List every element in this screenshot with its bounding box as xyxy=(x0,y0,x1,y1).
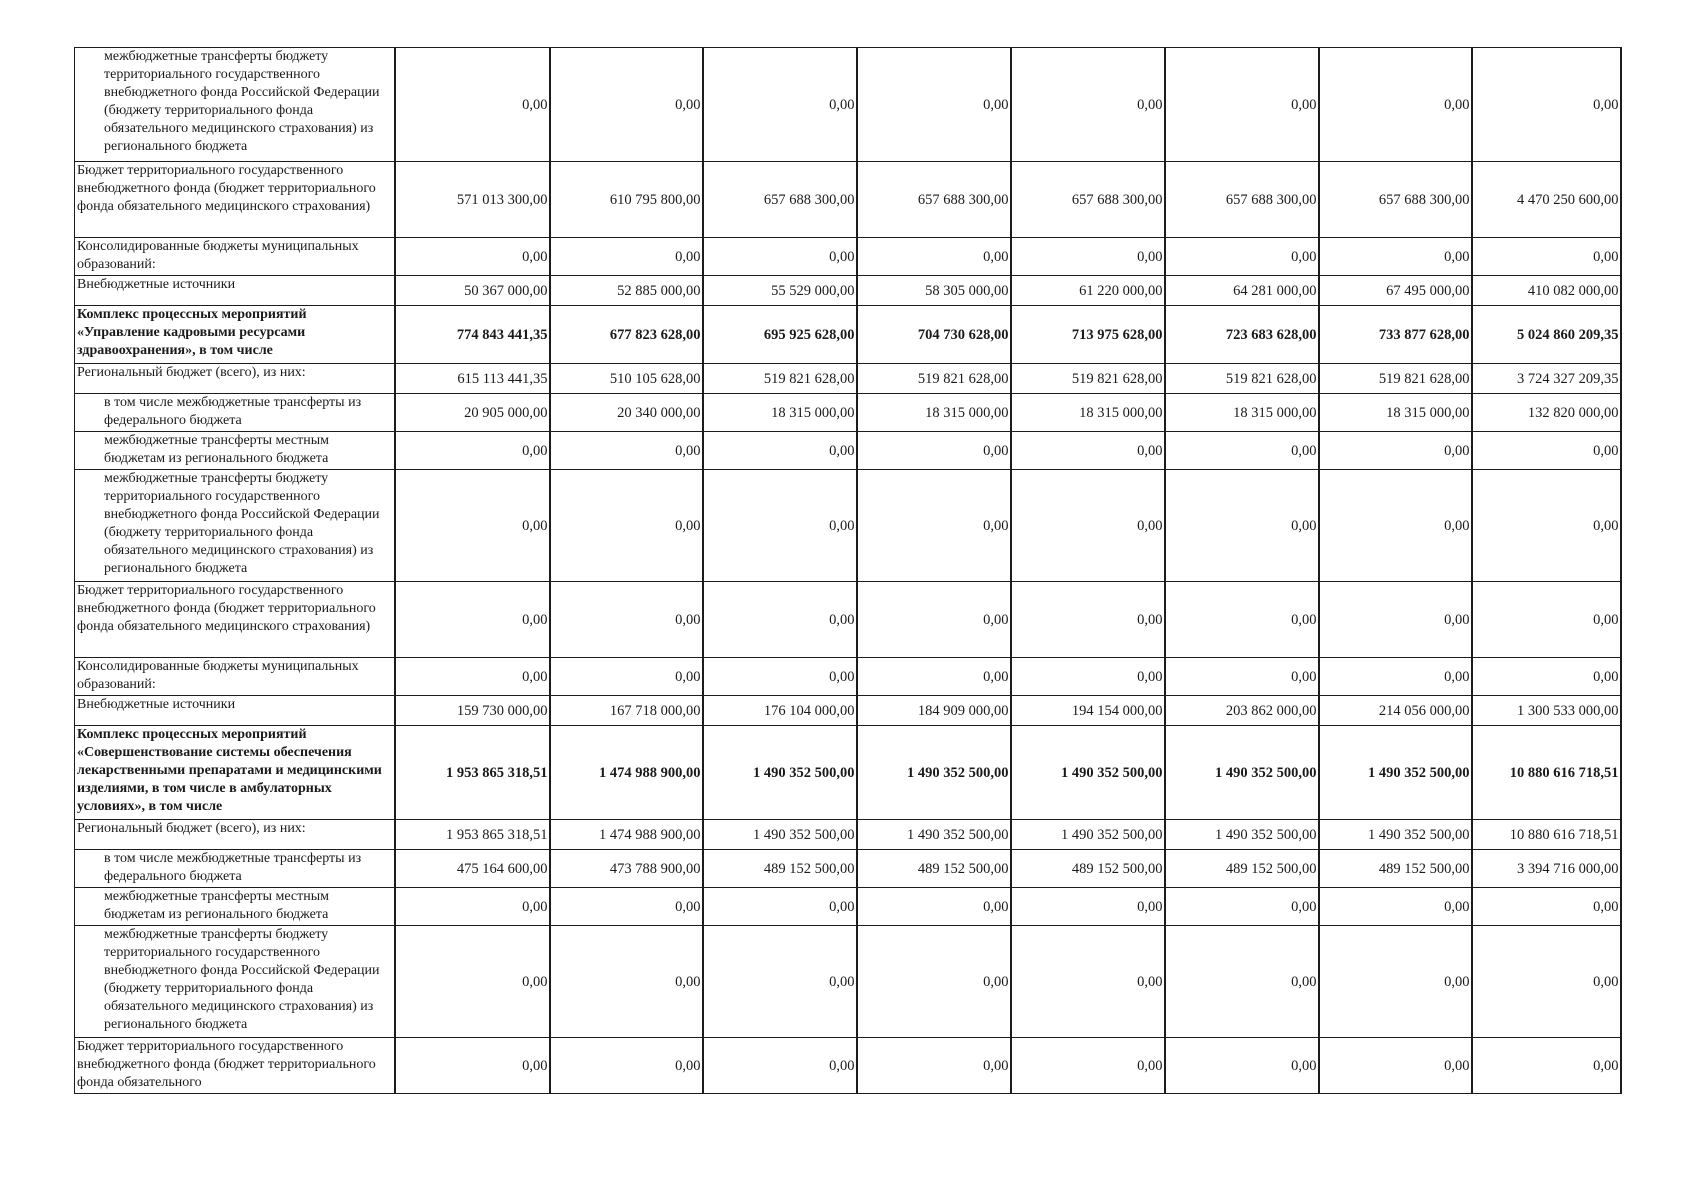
value-cell: 1 490 352 500,00 xyxy=(1011,726,1165,820)
value-cell: 0,00 xyxy=(1319,658,1472,696)
value-cell: 657 688 300,00 xyxy=(1011,162,1165,238)
value-cell: 0,00 xyxy=(1165,238,1319,276)
value-cell: 0,00 xyxy=(1011,658,1165,696)
value-cell: 194 154 000,00 xyxy=(1011,696,1165,726)
value-cell: 0,00 xyxy=(703,1038,857,1094)
table-row xyxy=(75,582,1621,658)
value-cell: 1 490 352 500,00 xyxy=(703,726,857,820)
value-cell: 475 164 600,00 xyxy=(395,850,550,888)
value-cell: 58 305 000,00 xyxy=(857,276,1011,306)
value-cell: 0,00 xyxy=(1165,658,1319,696)
value-cell: 704 730 628,00 xyxy=(857,306,1011,364)
value-cell: 0,00 xyxy=(550,1038,703,1094)
value-cell: 18 315 000,00 xyxy=(1319,394,1472,432)
table-row xyxy=(75,888,1621,926)
value-cell: 18 315 000,00 xyxy=(857,394,1011,432)
value-cell: 0,00 xyxy=(1319,582,1472,658)
value-cell: 0,00 xyxy=(857,432,1011,470)
value-cell: 0,00 xyxy=(703,432,857,470)
row-label: Консолидированные бюджеты муниципальных образований: xyxy=(75,238,395,276)
value-cell: 0,00 xyxy=(395,658,550,696)
table-row xyxy=(75,470,1621,582)
value-cell: 1 490 352 500,00 xyxy=(1165,726,1319,820)
value-cell: 774 843 441,35 xyxy=(395,306,550,364)
value-cell: 695 925 628,00 xyxy=(703,306,857,364)
row-label: в том числе межбюджетные трансферты из федерального бюджета xyxy=(75,850,395,888)
row-label: Консолидированные бюджеты муниципальных образований: xyxy=(75,658,395,696)
value-cell: 10 880 616 718,51 xyxy=(1472,726,1621,820)
table-row xyxy=(75,432,1621,470)
value-cell: 519 821 628,00 xyxy=(857,364,1011,394)
table-row xyxy=(75,1038,1621,1094)
value-cell: 184 909 000,00 xyxy=(857,696,1011,726)
value-cell: 0,00 xyxy=(1319,1038,1472,1094)
value-cell: 1 490 352 500,00 xyxy=(703,820,857,850)
value-cell: 0,00 xyxy=(1319,238,1472,276)
value-cell: 0,00 xyxy=(857,470,1011,582)
table-row xyxy=(75,850,1621,888)
value-cell: 489 152 500,00 xyxy=(1011,850,1165,888)
row-label: межбюджетные трансферты местным бюджетам из регионального бюджета xyxy=(75,432,395,470)
value-cell: 0,00 xyxy=(1165,48,1319,162)
value-cell: 0,00 xyxy=(395,48,550,162)
value-cell: 489 152 500,00 xyxy=(1319,850,1472,888)
value-cell: 1 490 352 500,00 xyxy=(1319,726,1472,820)
value-cell: 64 281 000,00 xyxy=(1165,276,1319,306)
value-cell: 0,00 xyxy=(1011,238,1165,276)
row-label: Внебюджетные источники xyxy=(75,276,395,306)
value-cell: 0,00 xyxy=(550,238,703,276)
value-cell: 1 490 352 500,00 xyxy=(857,726,1011,820)
value-cell: 132 820 000,00 xyxy=(1472,394,1621,432)
value-cell: 1 474 988 900,00 xyxy=(550,820,703,850)
value-cell: 1 953 865 318,51 xyxy=(395,820,550,850)
value-cell: 0,00 xyxy=(1472,888,1621,926)
value-cell: 1 490 352 500,00 xyxy=(1011,820,1165,850)
value-cell: 1 490 352 500,00 xyxy=(1319,820,1472,850)
value-cell: 657 688 300,00 xyxy=(1165,162,1319,238)
value-cell: 0,00 xyxy=(550,658,703,696)
value-cell: 519 821 628,00 xyxy=(1165,364,1319,394)
table-row xyxy=(75,394,1621,432)
value-cell: 0,00 xyxy=(1319,48,1472,162)
value-cell: 510 105 628,00 xyxy=(550,364,703,394)
value-cell: 0,00 xyxy=(857,888,1011,926)
value-cell: 0,00 xyxy=(1165,888,1319,926)
value-cell: 0,00 xyxy=(703,470,857,582)
value-cell: 571 013 300,00 xyxy=(395,162,550,238)
value-cell: 1 300 533 000,00 xyxy=(1472,696,1621,726)
value-cell: 610 795 800,00 xyxy=(550,162,703,238)
value-cell: 0,00 xyxy=(550,926,703,1038)
value-cell: 52 885 000,00 xyxy=(550,276,703,306)
value-cell: 55 529 000,00 xyxy=(703,276,857,306)
value-cell: 713 975 628,00 xyxy=(1011,306,1165,364)
value-cell: 0,00 xyxy=(1165,582,1319,658)
value-cell: 0,00 xyxy=(1319,926,1472,1038)
value-cell: 0,00 xyxy=(1165,470,1319,582)
table-row xyxy=(75,238,1621,276)
value-cell: 1 490 352 500,00 xyxy=(857,820,1011,850)
value-cell: 10 880 616 718,51 xyxy=(1472,820,1621,850)
value-cell: 167 718 000,00 xyxy=(550,696,703,726)
table-row xyxy=(75,276,1621,306)
value-cell: 489 152 500,00 xyxy=(703,850,857,888)
value-cell: 20 905 000,00 xyxy=(395,394,550,432)
row-label: Региональный бюджет (всего), из них: xyxy=(75,364,395,394)
budget-table xyxy=(74,47,1622,1094)
value-cell: 0,00 xyxy=(1472,470,1621,582)
value-cell: 0,00 xyxy=(1165,432,1319,470)
value-cell: 18 315 000,00 xyxy=(1011,394,1165,432)
value-cell: 657 688 300,00 xyxy=(857,162,1011,238)
value-cell: 0,00 xyxy=(395,926,550,1038)
row-label: межбюджетные трансферты местным бюджетам из регионального бюджета xyxy=(75,888,395,926)
value-cell: 0,00 xyxy=(395,1038,550,1094)
table-row xyxy=(75,726,1621,820)
value-cell: 0,00 xyxy=(1011,470,1165,582)
value-cell: 489 152 500,00 xyxy=(1165,850,1319,888)
value-cell: 0,00 xyxy=(1472,432,1621,470)
value-cell: 0,00 xyxy=(395,470,550,582)
value-cell: 0,00 xyxy=(1165,926,1319,1038)
value-cell: 733 877 628,00 xyxy=(1319,306,1472,364)
value-cell: 0,00 xyxy=(1319,470,1472,582)
value-cell: 0,00 xyxy=(550,432,703,470)
value-cell: 50 367 000,00 xyxy=(395,276,550,306)
value-cell: 0,00 xyxy=(1472,582,1621,658)
value-cell: 0,00 xyxy=(1472,926,1621,1038)
value-cell: 723 683 628,00 xyxy=(1165,306,1319,364)
value-cell: 0,00 xyxy=(857,658,1011,696)
table-row xyxy=(75,658,1621,696)
value-cell: 0,00 xyxy=(395,432,550,470)
value-cell: 0,00 xyxy=(1011,926,1165,1038)
value-cell: 0,00 xyxy=(857,582,1011,658)
value-cell: 0,00 xyxy=(703,582,857,658)
value-cell: 176 104 000,00 xyxy=(703,696,857,726)
value-cell: 0,00 xyxy=(550,888,703,926)
value-cell: 519 821 628,00 xyxy=(1319,364,1472,394)
row-label: межбюджетные трансферты бюджету территориального государственного внебюджетного фонда Российской Федерации (бюджету территориального фонда обязательного медицинского страхования) из регионального бюджета xyxy=(75,470,395,582)
value-cell: 61 220 000,00 xyxy=(1011,276,1165,306)
row-label: Региональный бюджет (всего), из них: xyxy=(75,820,395,850)
value-cell: 1 953 865 318,51 xyxy=(395,726,550,820)
value-cell: 5 024 860 209,35 xyxy=(1472,306,1621,364)
value-cell: 0,00 xyxy=(1011,1038,1165,1094)
value-cell: 0,00 xyxy=(550,582,703,658)
row-label: Бюджет территориального государственного внебюджетного фонда (бюджет территориального фонда обязательного медицинского страхования) xyxy=(75,582,395,658)
value-cell: 657 688 300,00 xyxy=(703,162,857,238)
value-cell: 489 152 500,00 xyxy=(857,850,1011,888)
value-cell: 0,00 xyxy=(550,48,703,162)
value-cell: 18 315 000,00 xyxy=(703,394,857,432)
value-cell: 0,00 xyxy=(703,48,857,162)
table-row xyxy=(75,364,1621,394)
row-label: Бюджет территориального государственного внебюджетного фонда (бюджет территориального фонда обязательного медицинского страхования) xyxy=(75,162,395,238)
value-cell: 0,00 xyxy=(1011,432,1165,470)
row-label: Комплекс процессных мероприятий «Управление кадровыми ресурсами здравоохранения», в том числе xyxy=(75,306,395,364)
table-body xyxy=(75,48,1621,1094)
value-cell: 0,00 xyxy=(1319,432,1472,470)
value-cell: 18 315 000,00 xyxy=(1165,394,1319,432)
value-cell: 0,00 xyxy=(703,888,857,926)
row-label: Комплекс процессных мероприятий «Совершенствование системы обеспечения лекарственными препаратами и медицинскими изделиями, в том числе в амбулаторных условиях», в том числе xyxy=(75,726,395,820)
value-cell: 1 474 988 900,00 xyxy=(550,726,703,820)
value-cell: 410 082 000,00 xyxy=(1472,276,1621,306)
value-cell: 657 688 300,00 xyxy=(1319,162,1472,238)
table-row xyxy=(75,48,1621,162)
value-cell: 0,00 xyxy=(1472,658,1621,696)
value-cell: 0,00 xyxy=(1472,238,1621,276)
value-cell: 0,00 xyxy=(1165,1038,1319,1094)
row-label: Внебюджетные источники xyxy=(75,696,395,726)
row-label: межбюджетные трансферты бюджету территориального государственного внебюджетного фонда Российской Федерации (бюджету территориального фонда обязательного медицинского страхования) из регионального бюджета xyxy=(75,48,395,162)
value-cell: 0,00 xyxy=(703,926,857,1038)
value-cell: 4 470 250 600,00 xyxy=(1472,162,1621,238)
table-row xyxy=(75,926,1621,1038)
value-cell: 1 490 352 500,00 xyxy=(1165,820,1319,850)
value-cell: 0,00 xyxy=(1011,582,1165,658)
value-cell: 3 724 327 209,35 xyxy=(1472,364,1621,394)
value-cell: 0,00 xyxy=(395,582,550,658)
value-cell: 214 056 000,00 xyxy=(1319,696,1472,726)
value-cell: 0,00 xyxy=(1011,888,1165,926)
value-cell: 0,00 xyxy=(1319,888,1472,926)
table-row xyxy=(75,820,1621,850)
value-cell: 0,00 xyxy=(703,238,857,276)
value-cell: 473 788 900,00 xyxy=(550,850,703,888)
value-cell: 519 821 628,00 xyxy=(703,364,857,394)
value-cell: 0,00 xyxy=(1472,1038,1621,1094)
value-cell: 3 394 716 000,00 xyxy=(1472,850,1621,888)
value-cell: 0,00 xyxy=(857,48,1011,162)
value-cell: 0,00 xyxy=(857,1038,1011,1094)
value-cell: 0,00 xyxy=(1472,48,1621,162)
table-row xyxy=(75,306,1621,364)
table-row xyxy=(75,696,1621,726)
row-label: в том числе межбюджетные трансферты из федерального бюджета xyxy=(75,394,395,432)
value-cell: 0,00 xyxy=(395,238,550,276)
value-cell: 615 113 441,35 xyxy=(395,364,550,394)
value-cell: 0,00 xyxy=(1011,48,1165,162)
value-cell: 0,00 xyxy=(857,926,1011,1038)
value-cell: 67 495 000,00 xyxy=(1319,276,1472,306)
value-cell: 159 730 000,00 xyxy=(395,696,550,726)
table-row xyxy=(75,162,1621,238)
value-cell: 203 862 000,00 xyxy=(1165,696,1319,726)
value-cell: 0,00 xyxy=(550,470,703,582)
value-cell: 0,00 xyxy=(703,658,857,696)
value-cell: 20 340 000,00 xyxy=(550,394,703,432)
value-cell: 677 823 628,00 xyxy=(550,306,703,364)
row-label: Бюджет территориального государственного внебюджетного фонда (бюджет территориального фонда обязательного xyxy=(75,1038,395,1094)
value-cell: 519 821 628,00 xyxy=(1011,364,1165,394)
value-cell: 0,00 xyxy=(395,888,550,926)
value-cell: 0,00 xyxy=(857,238,1011,276)
row-label: межбюджетные трансферты бюджету территориального государственного внебюджетного фонда Российской Федерации (бюджету территориального фонда обязательного медицинского страхования) из регионального бюджета xyxy=(75,926,395,1038)
